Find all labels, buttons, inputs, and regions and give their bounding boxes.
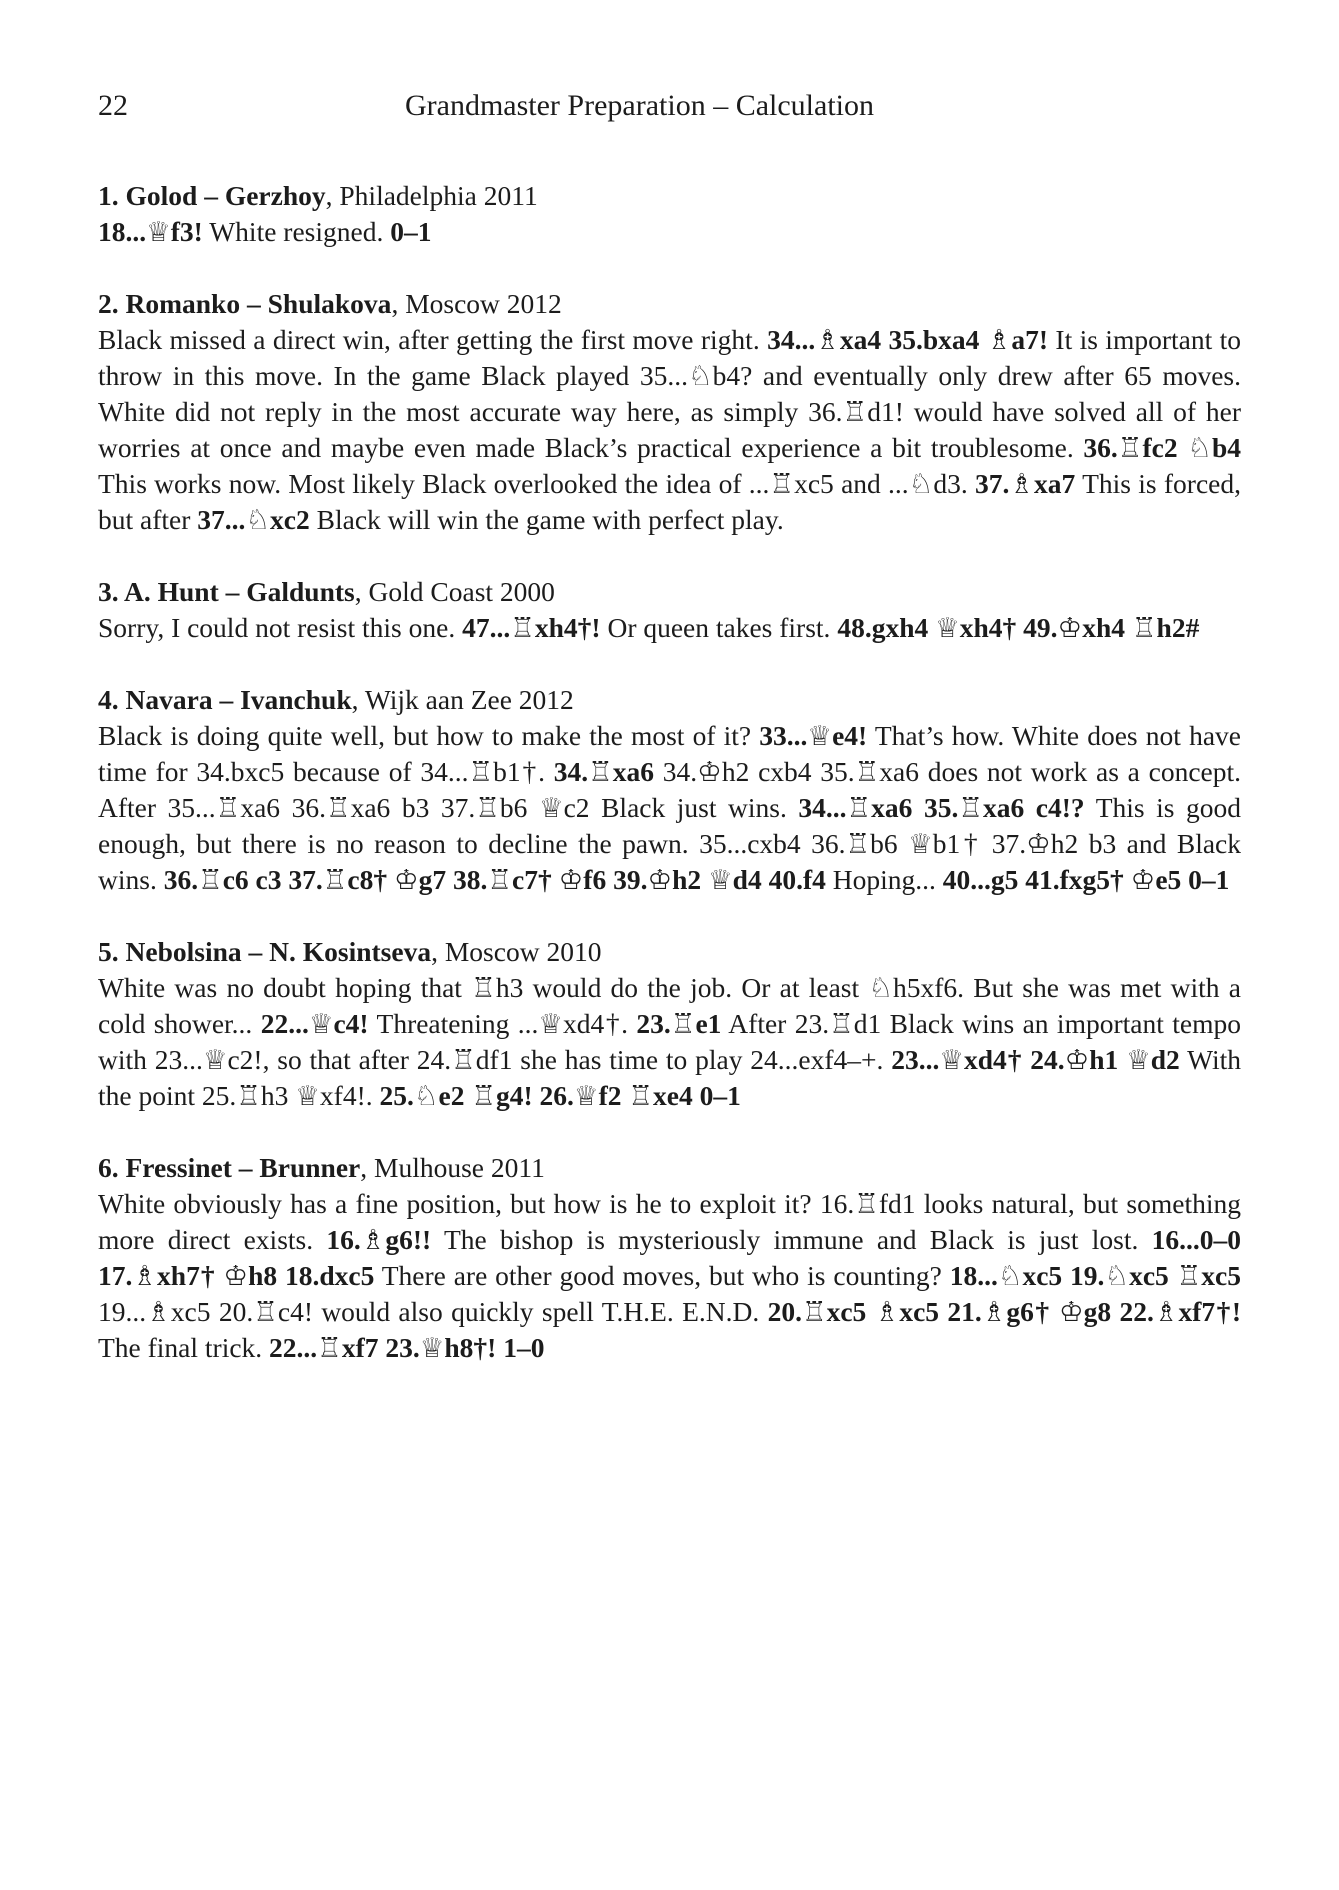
comment-text: Hoping...: [825, 864, 943, 895]
move-text: 40...g5 41.fxg5† ♔e5 0–1: [942, 864, 1230, 895]
move-text: 36.♖fc2 ♘b4: [1083, 432, 1241, 463]
solution-section: [98, 574, 1241, 646]
solution-title: [98, 286, 1241, 322]
solution-title: [98, 1150, 1241, 1186]
solution-title-players: 5. Nebolsina – N. Kosintseva: [98, 936, 432, 967]
move-text: 47...♖xh4†!: [462, 612, 601, 643]
move-text: 36.♖c6 c3 37.♖c8† ♔g7 38.♖c7† ♔f6 39.♔h2 ♕d4 40.f4: [163, 864, 826, 895]
move-text: 33...♕e4!: [759, 720, 868, 751]
solution-title: [98, 934, 1241, 970]
move-text: 34.♖xa6: [553, 756, 655, 787]
page-title: Grandmaster Preparation – Calculation: [404, 89, 874, 122]
solution-title-event: , Moscow 2010: [431, 936, 602, 967]
solution-body: [98, 718, 1241, 898]
solution-title-event: , Mulhouse 2011: [360, 1152, 545, 1183]
move-text: 34...♖xa6 35.♖xa6 c4!?: [798, 792, 1085, 823]
solution-title-players: 2. Romanko – Shulakova: [98, 288, 392, 319]
solution-title: [98, 574, 1241, 610]
solution-title-event: , Moscow 2012: [391, 288, 562, 319]
move-text: 18...♘xc5 19.♘xc5 ♖xc5: [949, 1260, 1242, 1291]
solution-body: [98, 970, 1241, 1114]
comment-text: Black will win the game with perfect play.: [309, 504, 784, 535]
solutions-list: [98, 178, 1241, 1366]
comment-text: Threatening ...♕xd4†.: [368, 1008, 637, 1039]
solution-section: [98, 934, 1241, 1114]
comment-text: White resigned.: [202, 216, 391, 247]
comment-text: White was no doubt hoping that ♖h3 would do the job. Or at least ♘h5xf6. But she was met with a cold shower...: [98, 972, 1241, 1039]
comment-text: 34.♔h2 cxb4 35.♖xa6 does not work as a concept. After 35...♖xa6 36.♖xa6 b3 37.♖b6 ♕c2 Black just wins.: [98, 756, 1242, 823]
solution-body: [98, 610, 1241, 646]
solution-title-players: 4. Navara – Ivanchuk: [98, 684, 352, 715]
comment-text: Black is doing quite well, but how to make the most of it?: [98, 720, 760, 751]
move-text: 23...♕xd4† 24.♔h1 ♕d2: [891, 1044, 1180, 1075]
comment-text: That’s how. White does not have time for 34.bxc5 because of 34...♖b1†.: [98, 720, 1241, 787]
comment-text: The bishop is mysteriously immune and Black is just lost.: [431, 1224, 1152, 1255]
comment-text: This works now. Most likely Black overlooked the idea of ...♖xc5 and ...♘d3.: [98, 468, 976, 499]
solution-title-players: 1. Golod – Gerzhoy: [98, 180, 326, 211]
solution-section: [98, 1150, 1241, 1366]
move-text: 18...♕f3!: [98, 216, 203, 247]
comment-text: There are other good moves, but who is counting?: [374, 1260, 950, 1291]
move-text: 34...♗xa4 35.bxa4 ♗a7!: [767, 324, 1049, 355]
comment-text: Or queen takes first.: [600, 612, 838, 643]
move-text: 20.♖xc5 ♗xc5 21.♗g6† ♔g8 22.♗xf7†!: [767, 1296, 1241, 1327]
comment-text: 19...♗xc5 20.♖c4! would also quickly spell T.H.E. E.N.D.: [98, 1296, 768, 1327]
comment-text: This is good enough, but there is no reason to decline the pawn. 35...cxb4 36.♖b6 ♕b1† 37.♔h2 b3 and Black wins.: [98, 792, 1241, 895]
solution-title-players: 6. Fressinet – Brunner: [98, 1152, 361, 1183]
comment-text: Sorry, I could not resist this one.: [98, 612, 463, 643]
solution-title-event: , Philadelphia 2011: [325, 180, 538, 211]
solution-title: [98, 178, 1241, 214]
solution-title-event: , Gold Coast 2000: [354, 576, 555, 607]
move-text: 22...♖xf7 23.♕h8†! 1–0: [269, 1332, 545, 1363]
solution-body: [98, 322, 1241, 538]
move-text: 48.gxh4 ♕xh4† 49.♔xh4 ♖h2#: [837, 612, 1200, 643]
solution-body: [98, 1186, 1241, 1366]
comment-text: After 23.♖d1 Black wins an important tempo with 23...♕c2!, so that after 24.♖df1 she has time to play 24...exf4–+.: [98, 1008, 1242, 1075]
comment-text: The final trick.: [98, 1332, 270, 1363]
move-text: 22...♕c4!: [260, 1008, 369, 1039]
move-text: 16...0–0 17.♗xh7† ♔h8 18.dxc5: [98, 1224, 1241, 1291]
move-text: 25.♘e2 ♖g4! 26.♕f2 ♖xe4 0–1: [379, 1080, 741, 1111]
move-text: 37.♗xa7: [975, 468, 1076, 499]
solution-section: [98, 286, 1241, 538]
move-text: 37...♘xc2: [197, 504, 310, 535]
page-header: [98, 88, 1241, 124]
solution-title-event: , Wijk aan Zee 2012: [351, 684, 574, 715]
page-number: 22: [98, 89, 128, 122]
solution-title: [98, 682, 1241, 718]
comment-text: Black missed a direct win, after getting the first move right.: [98, 324, 768, 355]
comment-text: It is important to throw in this move. In the game Black played 35...♘b4? and eventually only drew after 65 moves. White did not reply in the most accurate way here, as simply 36.♖d1! would have solved all of her worries at once and maybe even made Black’s practical experience a bit troublesome.: [98, 324, 1241, 463]
comment-text: With the point 25.♖h3 ♕xf4!.: [98, 1044, 1241, 1111]
comment-text: This is forced, but after: [98, 468, 1242, 535]
solution-body: [98, 214, 1241, 250]
move-text: 16.♗g6!!: [326, 1224, 432, 1255]
solution-title-players: 3. A. Hunt – Galdunts: [98, 576, 355, 607]
move-text: 0–1: [390, 216, 432, 247]
move-text: 23.♖e1: [636, 1008, 722, 1039]
comment-text: White obviously has a fine position, but how is he to exploit it? 16.♖fd1 looks natural, but something more direct exists.: [98, 1188, 1241, 1255]
solution-section: [98, 178, 1241, 250]
solution-section: [98, 682, 1241, 898]
